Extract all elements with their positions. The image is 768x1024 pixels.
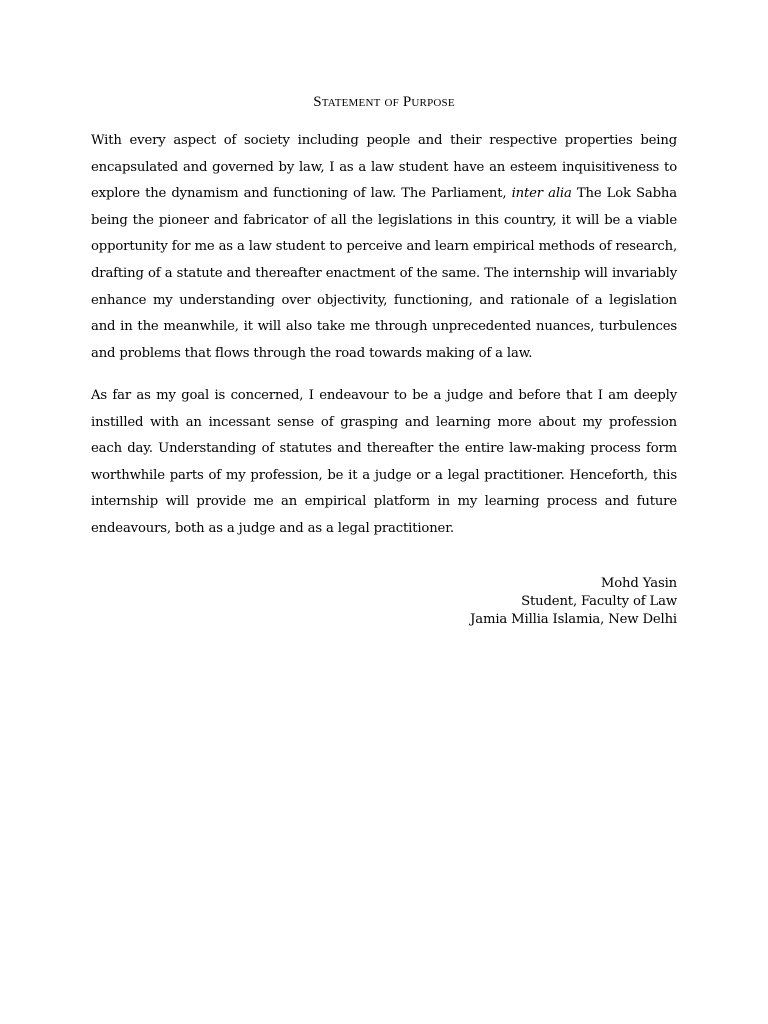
paragraph-motivation-text-start: With every aspect of society including people and their respective properties being encapsulated and governed by law, I as a law student have an esteem inquisitiveness to explore the dynamism and functioning of law. The Parliament,: [91, 133, 677, 202]
signature-block: [470, 575, 677, 629]
document-title: Statement of Purpose: [313, 94, 455, 110]
paragraph-motivation-text-end: The Lok Sabha being the pioneer and fabricator of all the legislations in this country, it will be a viable opportunity for me as a law student to perceive and learn empirical methods of research, drafting of a statute and thereafter enactment of the same. The internship will invariably enhance my understanding over objectivity, functioning, and rationale of a legislation and in the meanwhile, it will also take me through unprecedented nuances, turbulences and problems that flows through the road towards making of a law.: [91, 186, 677, 361]
signature-name: Mohd Yasin: [600, 576, 677, 591]
paragraph-goal: As far as my goal is concerned, I endeavour to be a judge and before that I am deeply instilled with an incessant sense of grasping and learning more about my profession each day. Understanding of statutes and thereafter the entire law-making process form worthwhile parts of my profession, be it a judge or a legal practitioner. Henceforth, this internship will provide me an empirical platform in my learning process and future endeavours, both as a judge and as a legal practitioner.: [91, 388, 677, 536]
latin-phrase: inter alia: [511, 186, 572, 202]
signature-role: Student, Faculty of Law: [521, 594, 677, 609]
paragraph-motivation: [91, 128, 677, 367]
signature-institution: Jamia Millia Islamia, New Delhi: [470, 612, 677, 627]
